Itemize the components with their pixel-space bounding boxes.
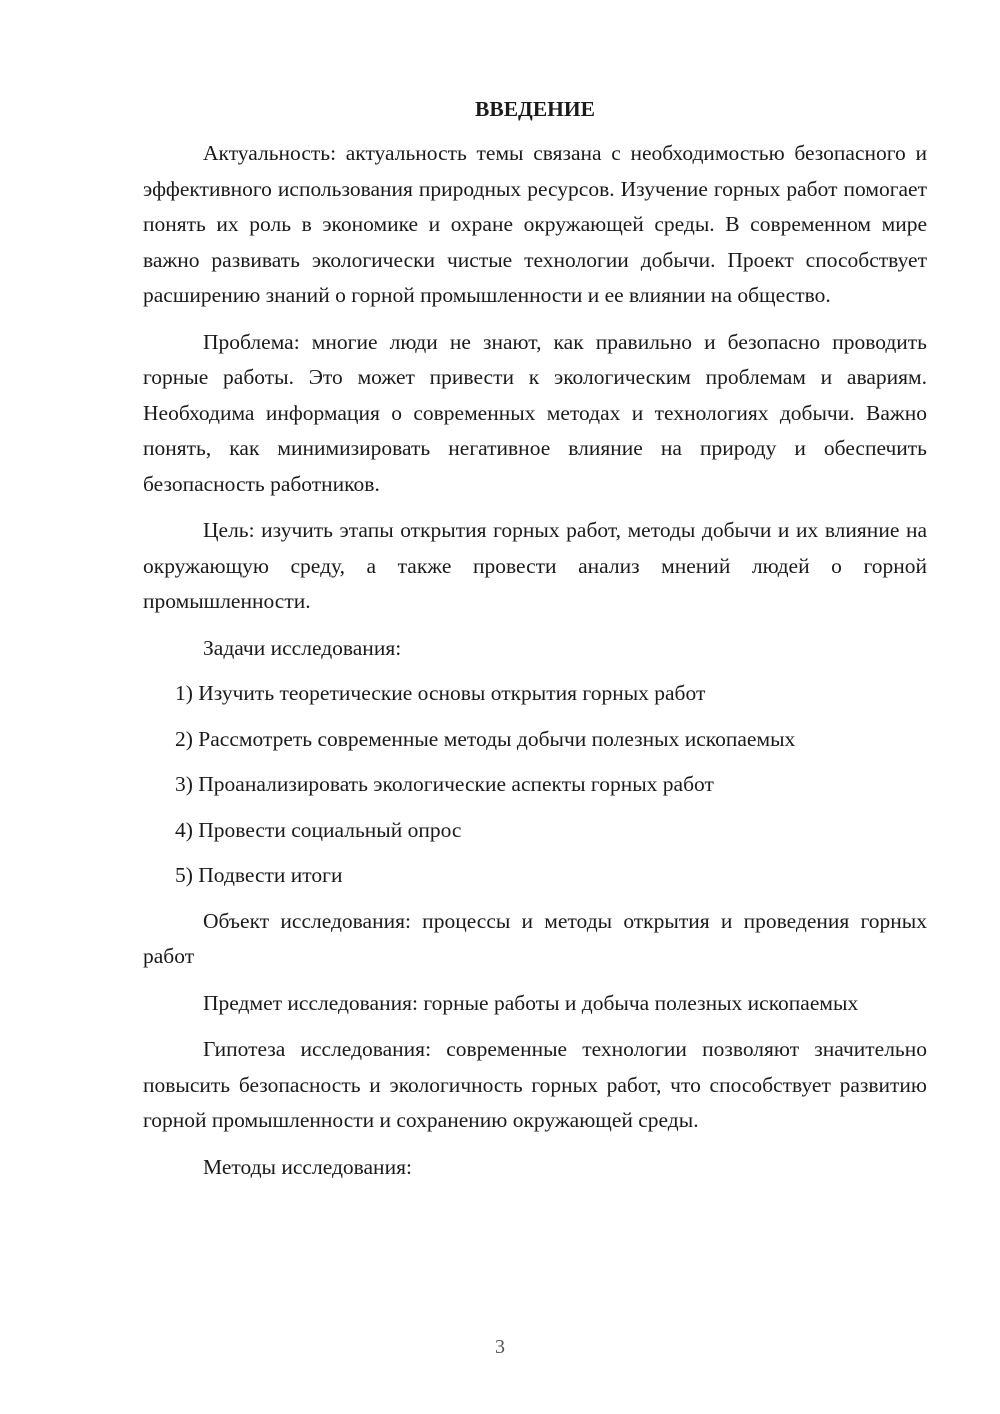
list-item: 1) Изучить теоретические основы открытия горных работ: [175, 681, 706, 705]
relevance-paragraph: Актуальность: актуальность темы связана с необходимостью безопасного и эффективного использования природных ресурсов. Изучение горных работ помогает понять их роль в экономике и охране окружающей среды. В современном мире важно развивать экологически чистые технологии добычи. Проект способствует расширению знаний о горной промышленности и ее влиянии на общество.: [143, 141, 927, 307]
page-number: 3: [495, 1336, 505, 1358]
tasks-list: [143, 676, 927, 894]
list-item: 2) Рассмотреть современные методы добычи полезных ископаемых: [175, 726, 796, 751]
subject-paragraph: Предмет исследования: горные работы и добыча полезных ископаемых: [203, 990, 859, 1015]
page-title: ВВЕДЕНИЕ: [475, 97, 595, 121]
hypothesis-paragraph: Гипотеза исследования: современные технологии позволяют значительно повысить безопасность и экологичность горных работ, что способствует развитию горной промышленности и сохранению окружающей среды.: [143, 1037, 927, 1132]
list-item: 4) Провести социальный опрос: [175, 817, 462, 842]
object-paragraph: Объект исследования: процессы и методы открытия и проведения горных работ: [143, 908, 927, 968]
list-item: 5) Подвести итоги: [175, 863, 343, 887]
problem-paragraph: Проблема: многие люди не знают, как правильно и безопасно проводить горные работы. Это может привести к экологическим проблемам и авариям. Необходима информация о современных методах и технологиях добычи. Важно понять, как минимизировать негативное влияние на природу и обеспечить безопасность работников.: [143, 329, 927, 496]
page-content: [143, 92, 927, 1195]
methods-label: Методы исследования:: [203, 1154, 412, 1179]
list-item: 3) Проанализировать экологические аспекты горных работ: [175, 772, 714, 796]
tasks-label: Задачи исследования:: [203, 635, 402, 660]
goal-paragraph: Цель: изучить этапы открытия горных работ, методы добычи и их влияние на окружающую среду, а также провести анализ мнений людей о горной промышленности.: [143, 518, 927, 613]
